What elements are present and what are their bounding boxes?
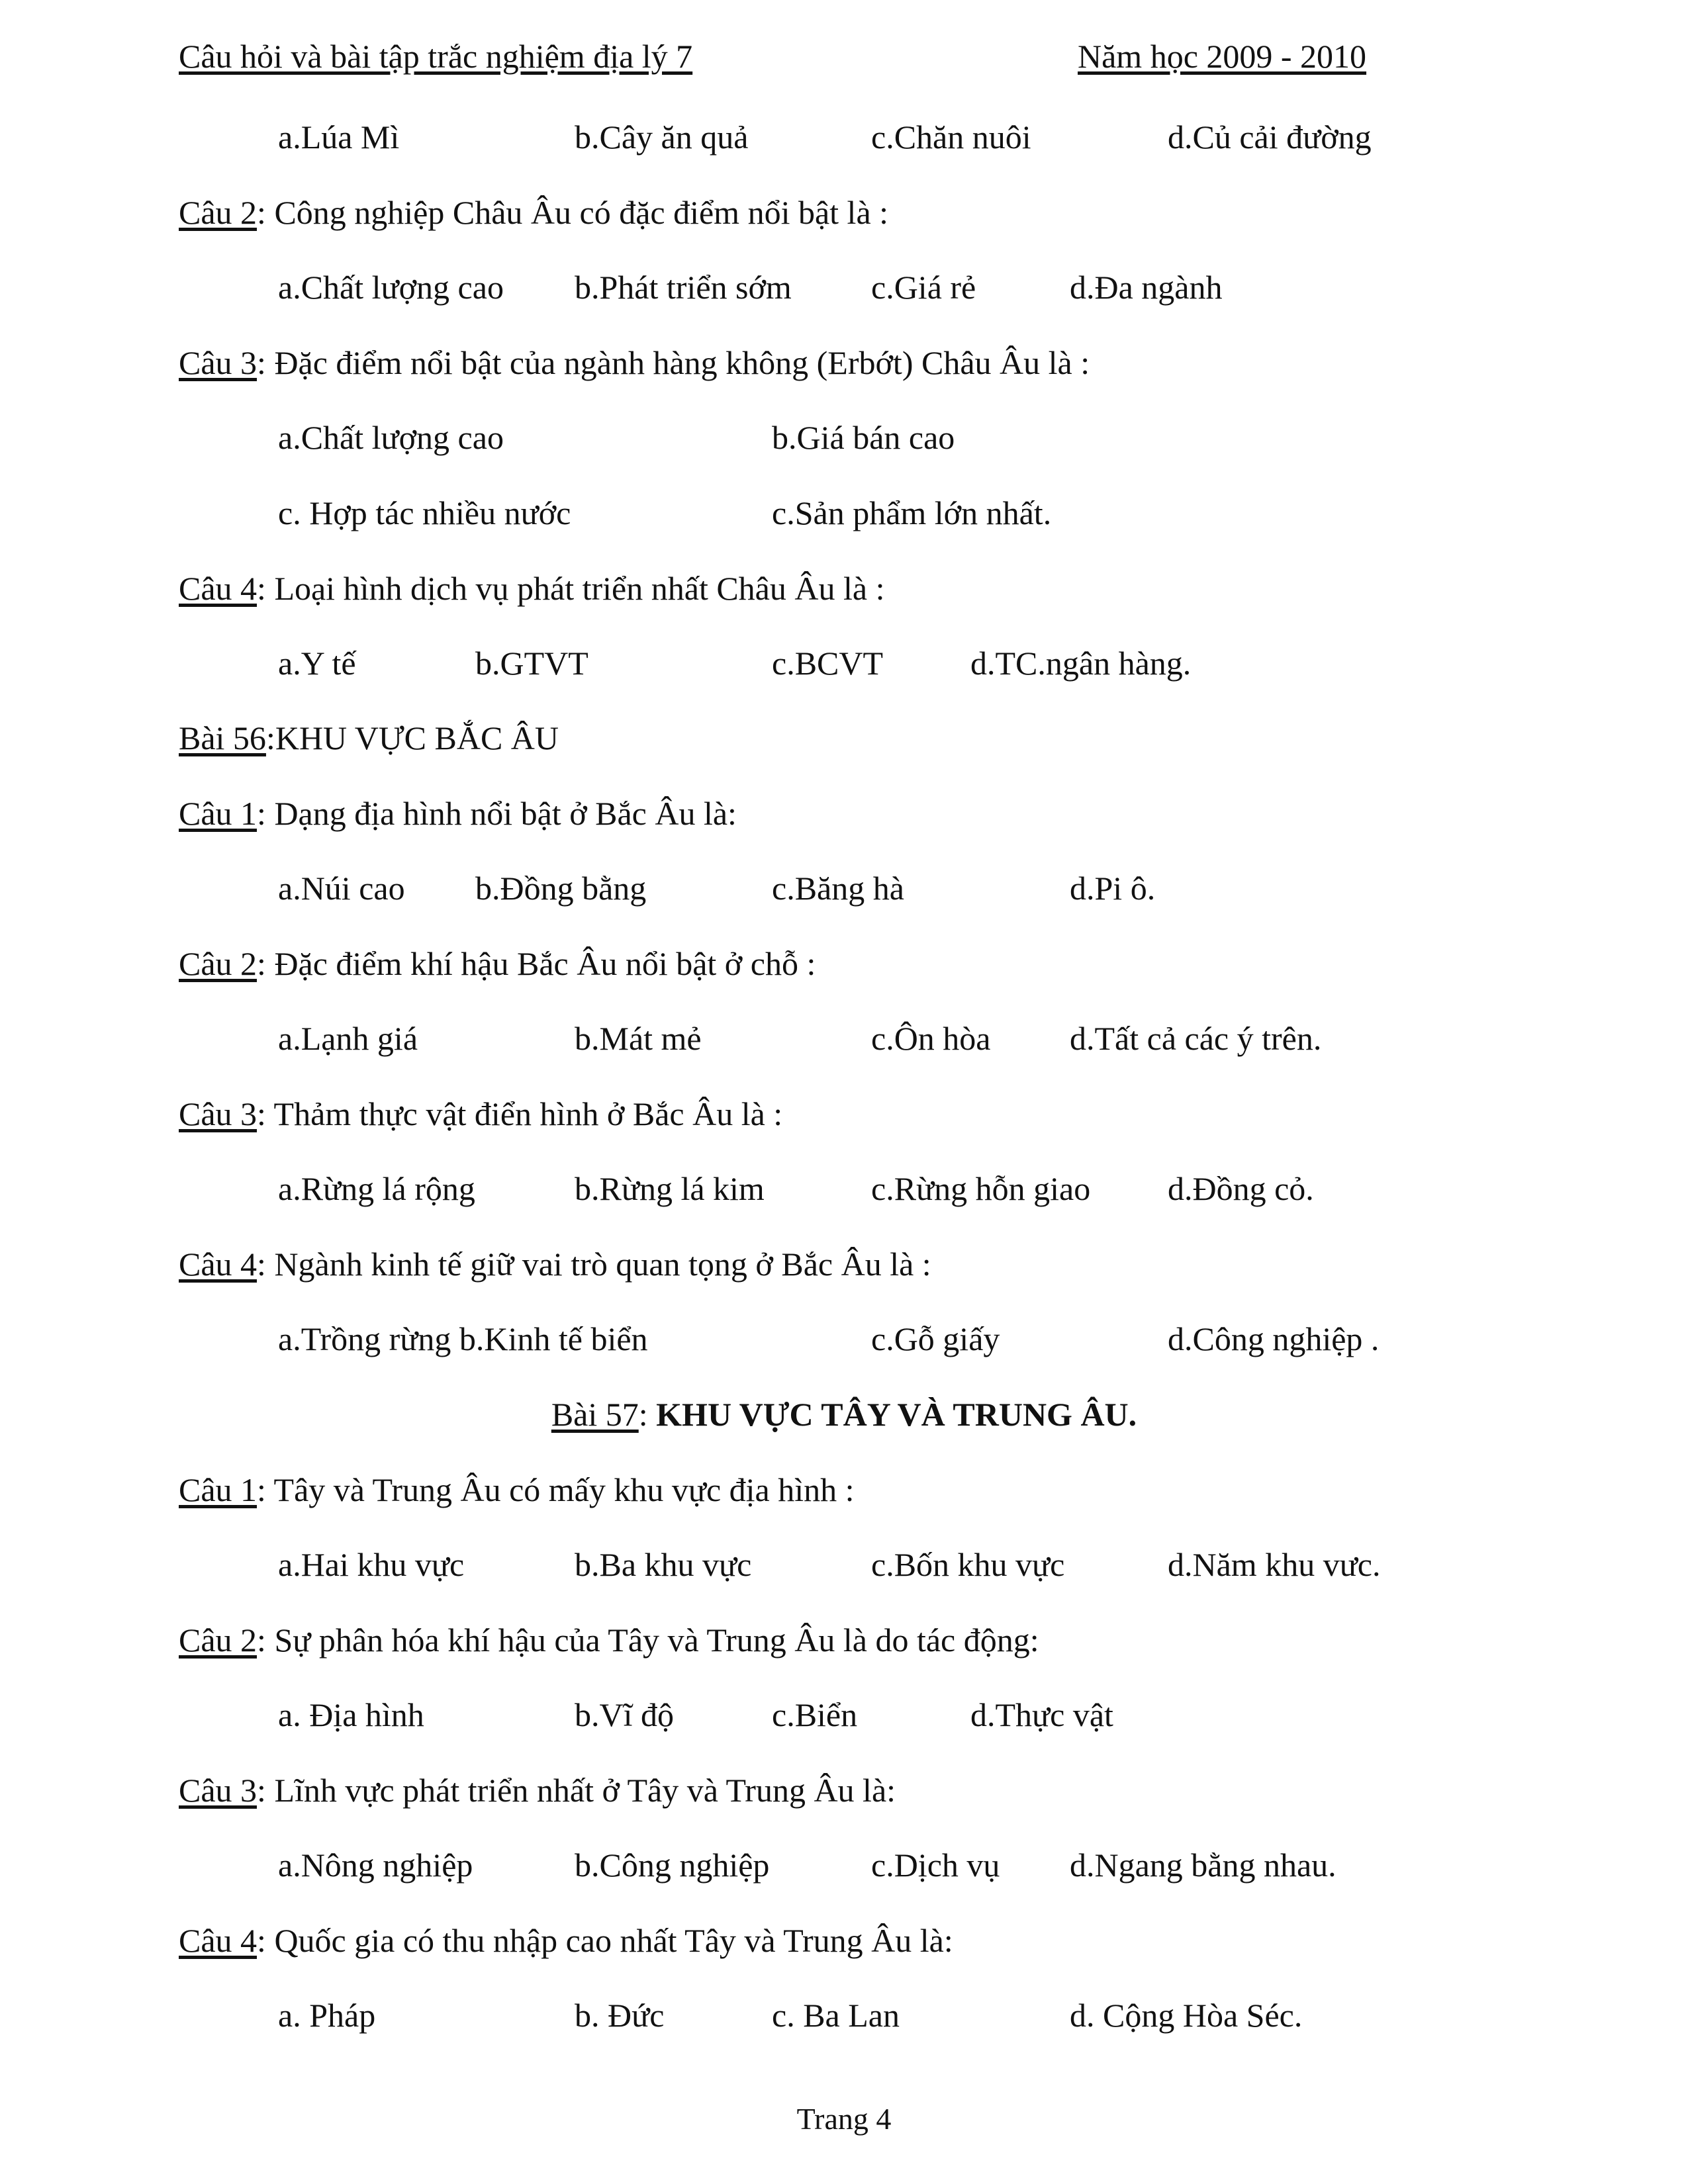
option-c: c.Ôn hòa <box>871 1020 991 1057</box>
option-d: d.Củ cải đường <box>1168 118 1372 156</box>
option-b: b.Công nghiệp <box>575 1846 770 1884</box>
option-c-second: c.Sản phẩm lớn nhất. <box>772 494 1052 531</box>
section-colon: : <box>638 1396 657 1433</box>
option-d: d.Thực vật <box>970 1696 1113 1733</box>
question-text: : Công nghiệp Châu Âu có đặc điểm nổi bật là : <box>257 194 889 231</box>
question-text: : Đặc điểm nổi bật của ngành hàng không (Erbớt) Châu Âu là : <box>257 344 1090 381</box>
question <box>179 193 888 232</box>
option-d: d.Ngang bằng nhau. <box>1070 1846 1336 1884</box>
option-b: b.Giá bán cao <box>772 419 955 456</box>
question <box>179 944 816 983</box>
question-label: Câu 4 <box>179 1246 258 1283</box>
question <box>179 1245 931 1283</box>
option-a: a.Lạnh giá <box>278 1020 418 1057</box>
section-heading <box>179 719 559 757</box>
option-b: b.Ba khu vực <box>575 1546 752 1583</box>
section-title: :KHU VỰC BẮC ÂU <box>265 719 559 756</box>
option-b: b.Cây ăn quả <box>575 118 749 156</box>
question-text: : Loại hình dịch vụ phát triển nhất Châu Âu là : <box>257 570 885 607</box>
option-b: b.Phát triển sớm <box>575 269 792 306</box>
question-label: Câu 2 <box>179 1621 258 1659</box>
option-d: d.Đa ngành <box>1070 269 1223 306</box>
option-ab: a.Trồng rừng b.Kinh tế biển <box>278 1320 648 1357</box>
question-text: : Tây và Trung Âu có mấy khu vực địa hình : <box>257 1471 855 1508</box>
question <box>179 343 1090 382</box>
option-a: a. Địa hình <box>278 1696 424 1733</box>
option-d: d.Đồng cỏ. <box>1168 1170 1314 1207</box>
question <box>179 794 737 833</box>
question <box>179 1771 896 1809</box>
question-label: Câu 3 <box>179 1095 258 1132</box>
option-b: b.Rừng lá kim <box>575 1170 765 1207</box>
question-label: Câu 2 <box>179 945 258 982</box>
option-c: c.Bốn khu vực <box>871 1546 1065 1583</box>
question-text: : Lĩnh vực phát triển nhất ở Tây và Trung Âu là: <box>257 1772 896 1809</box>
header-school-year: Năm học 2009 - 2010 <box>1078 38 1367 75</box>
question-label: Câu 3 <box>179 1772 258 1809</box>
option-c: c.Rừng hỗn giao <box>871 1170 1091 1207</box>
option-a: a.Rừng lá rộng <box>278 1170 475 1207</box>
question-text: : Sự phân hóa khí hậu của Tây và Trung Âu là do tác động: <box>257 1621 1039 1659</box>
option-d: d.Tất cả các ý trên. <box>1070 1020 1322 1057</box>
option-a: a. Pháp <box>278 1997 376 2034</box>
option-c: c. Ba Lan <box>772 1997 900 2034</box>
section-label: Bài 56 <box>179 719 266 756</box>
question-text: : Dạng địa hình nổi bật ở Bắc Âu là: <box>257 795 737 832</box>
section-title: KHU VỰC TÂY VÀ TRUNG ÂU. <box>656 1396 1137 1433</box>
question-text: : Đặc điểm khí hậu Bắc Âu nổi bật ở chỗ : <box>257 945 816 982</box>
option-c: c.Giá rẻ <box>871 269 976 306</box>
question-label: Câu 4 <box>179 1922 258 1959</box>
option-a: a.Lúa Mì <box>278 118 400 156</box>
question <box>179 1095 782 1133</box>
question-label: Câu 1 <box>179 795 258 832</box>
question-label: Câu 2 <box>179 194 258 231</box>
option-b: b.Vĩ độ <box>575 1696 674 1733</box>
option-b: b.Đồng bằng <box>475 870 647 907</box>
option-c: c.Chăn nuôi <box>871 118 1031 156</box>
question <box>179 569 884 608</box>
option-c: c.BCVT <box>772 645 884 682</box>
question-label: Câu 3 <box>179 344 258 381</box>
option-c: c. Hợp tác nhiều nước <box>278 494 571 531</box>
option-d: d. Cộng Hòa Séc. <box>1070 1997 1303 2034</box>
section-heading <box>0 1395 1688 1433</box>
option-c: c.Băng hà <box>772 870 904 907</box>
header-title: Câu hỏi và bài tập trắc nghiệm địa lý 7 <box>179 38 693 75</box>
option-c: c.Dịch vụ <box>871 1846 1000 1884</box>
question <box>179 1921 953 1960</box>
page-number: Trang 4 <box>796 2102 892 2136</box>
option-d: d.Pi ô. <box>1070 870 1156 907</box>
option-c: c.Gỗ giấy <box>871 1320 1000 1357</box>
option-d: d.Công nghiệp . <box>1168 1320 1380 1357</box>
option-a: a.Chất lượng cao <box>278 419 504 456</box>
option-d: d.TC.ngân hàng. <box>970 645 1192 682</box>
option-a: a.Y tế <box>278 645 356 682</box>
question <box>179 1621 1039 1659</box>
option-b: b.Mát mẻ <box>575 1020 702 1057</box>
option-a: a.Nông nghiệp <box>278 1846 473 1884</box>
option-d: d.Năm khu vưc. <box>1168 1546 1381 1583</box>
question-text: : Quốc gia có thu nhập cao nhất Tây và Trung Âu là: <box>257 1922 953 1959</box>
option-a: a.Chất lượng cao <box>278 269 504 306</box>
question-label: Câu 1 <box>179 1471 258 1508</box>
question-text: : Ngành kinh tế giữ vai trò quan tọng ở Bắc Âu là : <box>257 1246 931 1283</box>
section-label: Bài 57 <box>551 1396 639 1433</box>
question-label: Câu 4 <box>179 570 258 607</box>
option-c: c.Biển <box>772 1696 858 1733</box>
question <box>179 1471 855 1509</box>
option-a: a.Hai khu vực <box>278 1546 465 1583</box>
option-b: b. Đức <box>575 1997 665 2034</box>
question-text: : Thảm thực vật điển hình ở Bắc Âu là : <box>257 1095 783 1132</box>
option-b: b.GTVT <box>475 645 588 682</box>
option-a: a.Núi cao <box>278 870 405 907</box>
